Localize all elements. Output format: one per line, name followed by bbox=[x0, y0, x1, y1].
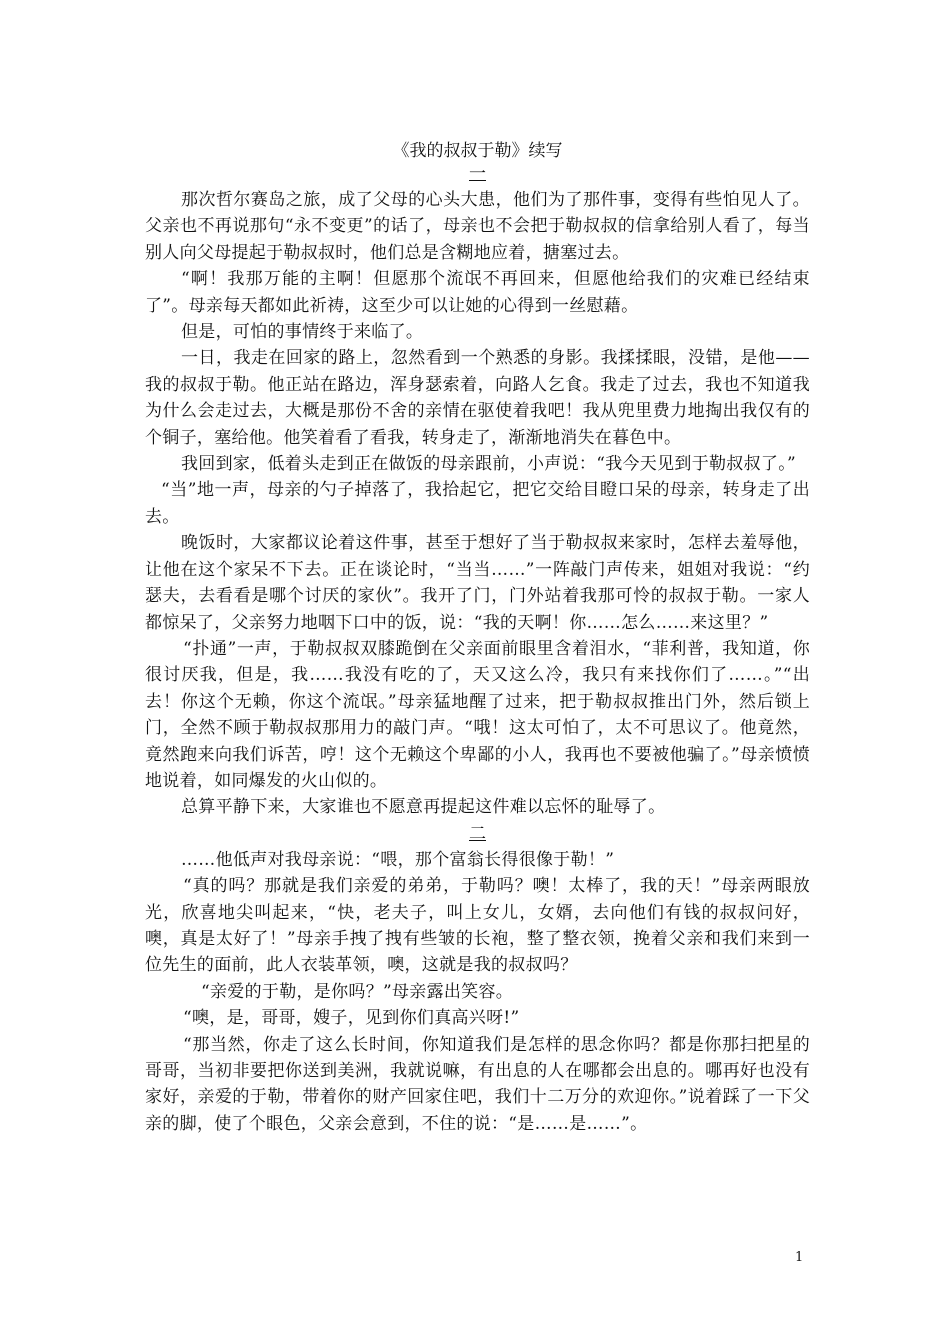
section-heading-one: 一 bbox=[469, 164, 486, 184]
section-heading-two: 二 bbox=[469, 823, 486, 844]
document-title: 《我的叔叔于勒》续写 bbox=[392, 141, 563, 161]
paragraph: 一日，我走在回家的路上，忽然看到一个熟悉的身影。我揉揉眼，没错，是他——我的叔叔于勒。他正站在路边，浑身瑟索着，向路人乞食。我走了过去，我也不知道我为什么会走过去，大概是那份不舍的亲情在驱使着我吧！我从兜里费力地掏出我仅有的 个铜子，塞给他。他笑着看了看我，转身走了，渐渐地消失在暮色中。 bbox=[145, 348, 810, 448]
paragraph: 那次哲尔赛岛之旅，成了父母的心头大患，他们为了那件事，变得有些怕见人了。父亲也不再说那句“永不变更”的话了，母亲也不会把于勒叔叔的信拿给别人看了，每当别人向父母提起于勒叔叔时，他们总是含糊地应着，搪塞过去。 bbox=[145, 190, 810, 263]
paragraph: “啊！我那万能的主啊！但愿那个流氓不再回来，但愿他给我们的灾难已经结束了”。母亲每天都如此祈祷，这至少可以让她的心得到一丝慰藉。 bbox=[145, 269, 810, 316]
paragraph: “噢，是，哥哥，嫂子，见到你们真高兴呀!” bbox=[183, 1008, 520, 1029]
paragraph: “扑通”一声，于勒叔叔双膝跪倒在父亲面前眼里含着泪水，“菲利普，我知道，你很讨厌我，但是，我……我没有吃的了，天又这么冷，我只有来找你们了……。”“出去！你这个无赖，你这个流氓。”母亲猛地醒了过来，把于勒叔叔推出门外，然后锁上门，全然不顾于勒叔叔那用力的敲门声。“哦！这太可怕了，太不可思议了。他竟然，竟然跑来向我们诉苦，哼！这个无赖这个卑鄙的小人，我再也不要被他骗了。”母亲愤愤地说着，如同爆发的火山似的。 bbox=[145, 638, 810, 791]
paragraph: 晚饭时，大家都议论着这件事，甚至于想好了当于勒叔叔来家时，怎样去羞辱他，让他在这个家呆不下去。正在谈论时，“当当……”一阵敲门声传来，姐姐对我说：“约瑟夫，去看看是哪个讨厌的家伙”。我开了门，门外站着我那可怜的叔叔于勒。一家人都惊呆了，父亲努力地咽下口中的饭，说：“我的天啊！你……怎么……来这里？” bbox=[145, 533, 810, 633]
paragraph: 但是，可怕的事情终于来临了。 bbox=[181, 322, 424, 343]
paragraph: “当”地一声，母亲的勺子掉落了，我拾起它，把它交给目瞪口呆的母亲，转身走了出去。 bbox=[145, 480, 810, 527]
paragraph: 我回到家，低着头走到正在做饭的母亲跟前，小声说：“我今天见到于勒叔叔了。” bbox=[181, 454, 796, 475]
paragraph: ……他低声对我母亲说：“喂，那个富翁长得很像于勒！” bbox=[181, 849, 615, 870]
paragraph: “真的吗？那就是我们亲爱的弟弟，于勒吗？噢！太棒了，我的天！”母亲两眼放光，欣喜地尖叫起来，“快，老夫子，叫上女儿，女婿，去向他们有钱的叔叔问好，噢，真是太好了！”母亲手拽了拽有些皱的长袍，整了整衣领，挽着父亲和我们来到一位先生的面前，此人衣装革领，噢，这就是我的叔叔吗？ bbox=[145, 876, 810, 976]
paragraph: “那当然，你走了这么长时间，你知道我们是怎样的思念你吗？都是你那扫把星的哥哥，当初非要把你送到美洲，我就说嘛，有出息的人在哪都会出息的。哪再好也没有家好，亲爱的于勒，带着你的财产回家住吧，我们十二万分的欢迎你。”说着踩了一下父亲的脚，使了个眼色，父亲会意到，不住的说：“是……是……”。 bbox=[145, 1034, 810, 1134]
paragraph: “亲爱的于勒，是你吗？”母亲露出笑容。 bbox=[201, 981, 514, 1002]
paragraph: 总算平静下来，大家谁也不愿意再提起这件难以忘怀的耻辱了。 bbox=[181, 797, 666, 818]
page-number: 1 bbox=[795, 1250, 804, 1265]
document-body bbox=[145, 140, 810, 1137]
